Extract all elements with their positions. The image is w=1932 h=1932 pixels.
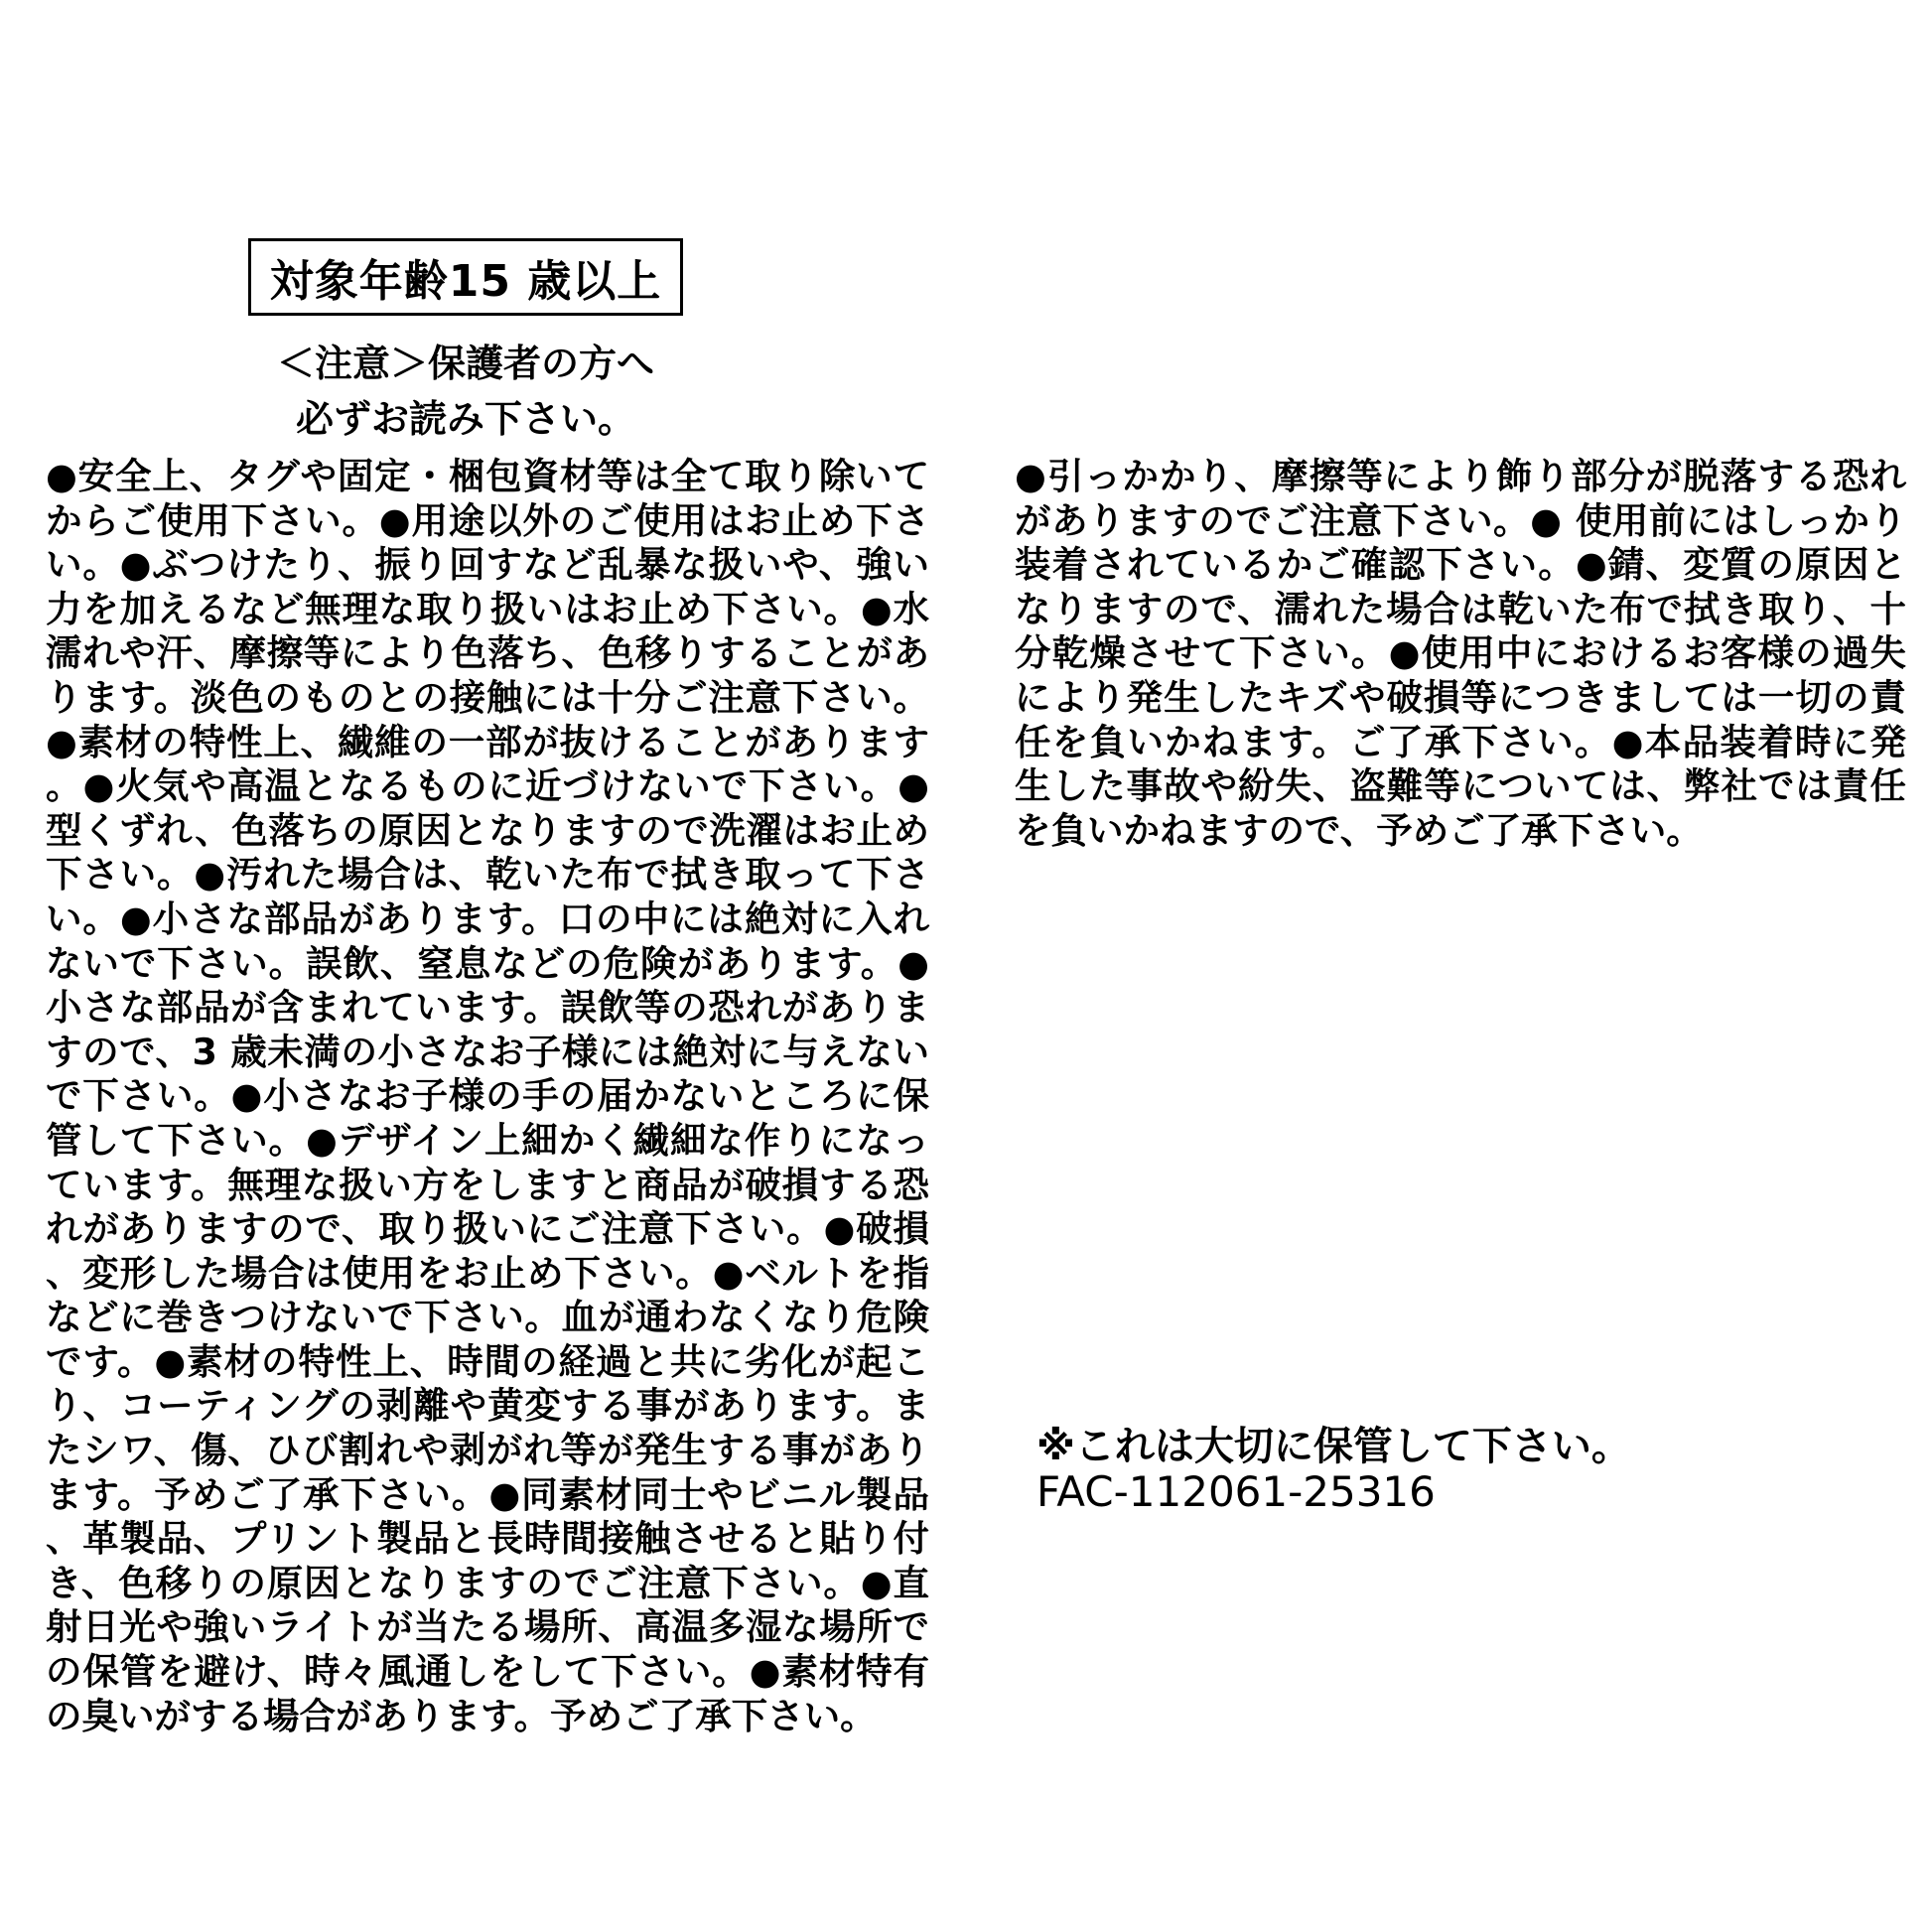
guardian-notice-heading: ＜注意＞保護者の方へ bbox=[276, 342, 654, 385]
guardian-notice-instruction: 必ずお読み下さい。 bbox=[295, 397, 635, 441]
age-rating-label: 対象年齢15 歳以上 bbox=[269, 256, 662, 307]
age-rating-box bbox=[248, 238, 683, 316]
footer-notice bbox=[1036, 1424, 1631, 1515]
product-code: FAC-112061-25316 bbox=[1036, 1467, 1436, 1516]
caution-text-right-column: ●引っかかり、摩擦等により飾り部分が脱落する恐れがありますのでご注意下さい。● 使用前にはしっかり装着されているかご確認下さい。●錆、変質の原因となりますので、濡れた場合は乾いた布で拭き取り、十分乾燥させて下さい。●使用中におけるお客様の過失により発生したキズや破損等につきましては一切の責任を負いかねます。ご了承下さい。●本品装着時に発生した事故や紛失、盗難等については、弊社では責任を負いかねますので、予めご了承下さい。 bbox=[1015, 455, 1906, 852]
keep-notice: ※これは大切に保管して下さい。 bbox=[1036, 1424, 1631, 1469]
caution-text-left-column: ●安全上、タグや固定・梱包資材等は全て取り除いてからご使用下さい。●用途以外のご使用はお止め下さい。●ぶつけたり、振り回すなど乱暴な扱いや、強い力を加えるなど無理な取り扱いはお止め下さい。●水濡れや汗、摩擦等により色落ち、色移りすることがあります。淡色のものとの接触には十分ご注意下さい。●素材の特性上、繊維の一部が抜けることがあります。●火気や高温となるものに近づけないで下さい。●型くずれ、色落ちの原因となりますので洗濯はお止め下さい。●汚れた場合は、乾いた布で拭き取って下さい。●小さな部品があります。口の中には絶対に入れないで下さい。誤飲、窒息などの危険があります。●小さな部品が含まれています。誤飲等の恐れがありますので、3 歳未満の小さなお子様には絶対に与えないで下さい。●小さなお子様の手の届かないところに保管して下さい。●デザイン上細かく繊細な作りになっています。無理な扱い方をしますと商品が破損する恐れがありますので、取り扱いにご注意下さい。●破損、変形した場合は使用をお止め下さい。●ベルトを指などに巻きつけないで下さい。血が通わなくなり危険です。●素材の特性上、時間の経過と共に劣化が起こり、コーティングの剥離や黄変する事があります。またシワ、傷、ひび割れや剥がれ等が発生する事があります。予めご了承下さい。●同素材同士やビニル製品、革製品、プリント製品と長時間接触させると貼り付き、色移りの原因となりますのでご注意下さい。●直射日光や強いライトが当たる場所、高温多湿な場所での保管を避け、時々風通しをして下さい。●素材特有の臭いがする場合があります。予めご了承下さい。 bbox=[46, 455, 929, 1737]
guardian-notice bbox=[248, 336, 683, 447]
